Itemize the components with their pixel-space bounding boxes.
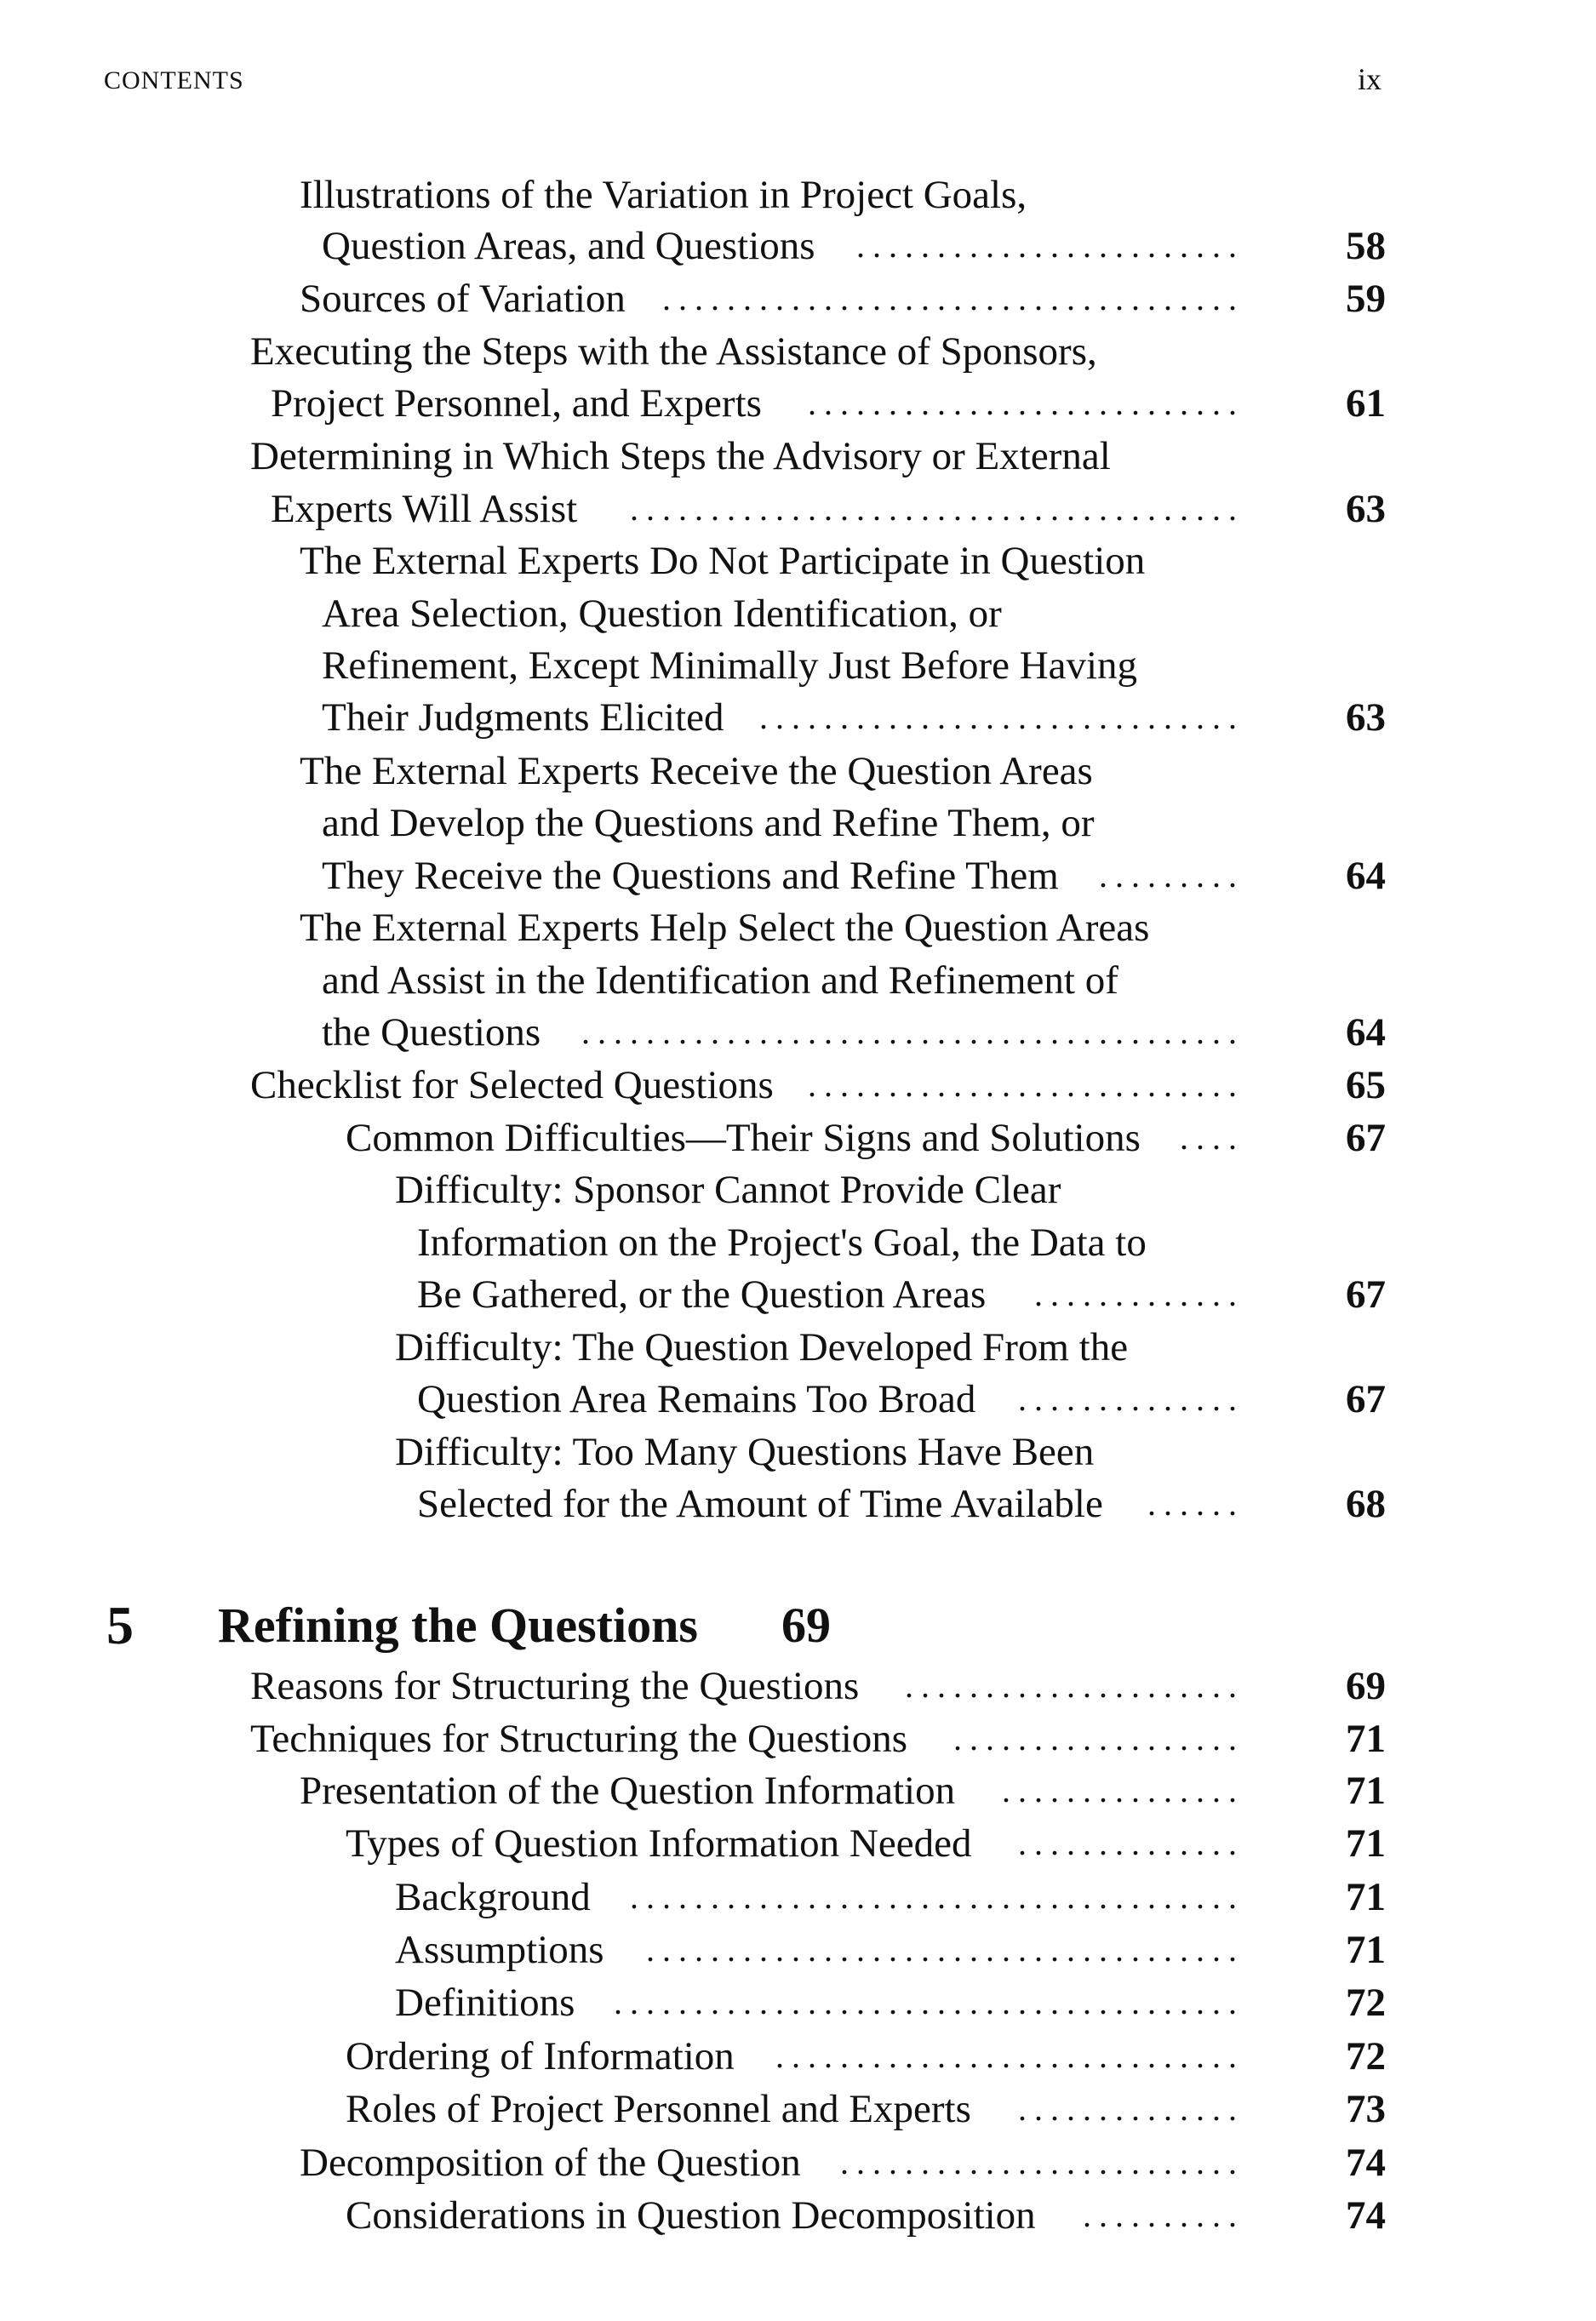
toc-entry[interactable] <box>0 901 1596 954</box>
toc-entry-title: Ordering of Information <box>346 2034 735 2078</box>
dot-leader: .......... <box>1083 2196 1244 2234</box>
toc-entry[interactable] <box>0 1871 1596 1924</box>
toc-entry[interactable] <box>0 2083 1596 2135</box>
toc-entry-page: 58 <box>1346 224 1386 268</box>
dot-leader: .............. <box>1018 1380 1244 1418</box>
toc-entry[interactable] <box>0 377 1596 430</box>
toc-entry-title: The External Experts Receive the Question Areas <box>300 749 1093 793</box>
dot-leader: ...................................... <box>630 489 1244 528</box>
toc-entry-title: Presentation of the Question Information <box>300 1769 956 1813</box>
toc-entry-title: The External Experts Do Not Participate in Question <box>300 539 1146 583</box>
chapter-heading[interactable] <box>0 1592 1596 1660</box>
toc-entry-page: 73 <box>1346 2087 1386 2131</box>
chapter-page: 69 <box>781 1598 831 1653</box>
toc-entry-page: 65 <box>1346 1063 1386 1107</box>
toc-entry-page: 61 <box>1346 381 1386 426</box>
toc-entry-title: Difficulty: Too Many Questions Have Been <box>395 1430 1095 1474</box>
toc-entry-title: Area Selection, Question Identification, or <box>322 592 1002 636</box>
toc-entry-page: 71 <box>1346 1717 1386 1761</box>
toc-entry-page: 59 <box>1346 277 1386 321</box>
chapter-title: Refining the Questions <box>218 1598 698 1653</box>
toc-entry-page: 72 <box>1346 1981 1386 2025</box>
toc-entry-page: 69 <box>1346 1664 1386 1708</box>
toc-entry-page: 74 <box>1346 2141 1386 2185</box>
toc-entry[interactable] <box>0 2189 1596 2242</box>
toc-entry-title: Information on the Project's Goal, the Data to <box>417 1221 1147 1265</box>
running-head: CONTENTS <box>104 66 244 94</box>
toc-entry[interactable] <box>0 1321 1596 1374</box>
toc-entry[interactable] <box>0 220 1596 272</box>
toc-entry[interactable] <box>0 1764 1596 1817</box>
toc-entry-title: Question Areas, and Questions <box>322 224 815 268</box>
toc-entry-title: Difficulty: The Question Developed From the <box>395 1325 1129 1369</box>
toc-entry[interactable] <box>0 169 1596 221</box>
dot-leader: ..................... <box>905 1666 1244 1705</box>
toc-entry[interactable] <box>0 1976 1596 2029</box>
toc-entry[interactable] <box>0 849 1596 902</box>
toc-entry-title: Experts Will Assist <box>271 487 578 531</box>
toc-entry[interactable] <box>0 1660 1596 1712</box>
toc-entry[interactable] <box>0 745 1596 797</box>
toc-entry-title: Roles of Project Personnel and Experts <box>346 2087 971 2131</box>
toc-entry[interactable] <box>0 639 1596 692</box>
toc-entry-page: 64 <box>1346 1010 1386 1055</box>
dot-leader: ........................ <box>856 226 1244 265</box>
toc-entry-page: 71 <box>1346 1821 1386 1866</box>
toc-entry[interactable] <box>0 272 1596 325</box>
toc-entry[interactable] <box>0 325 1596 378</box>
toc-entry-page: 67 <box>1346 1377 1386 1421</box>
toc-entry-title: Difficulty: Sponsor Cannot Provide Clear <box>395 1168 1061 1212</box>
toc-entry-page: 63 <box>1346 487 1386 531</box>
toc-entry-title: Techniques for Structuring the Questions <box>250 1717 908 1761</box>
dot-leader: ...................................... <box>630 1878 1244 1916</box>
dot-leader: ...... <box>1147 1484 1244 1523</box>
toc-entry[interactable] <box>0 1712 1596 1765</box>
toc-entry-page: 74 <box>1346 2193 1386 2238</box>
toc-entry[interactable] <box>0 1268 1596 1321</box>
toc-entry[interactable] <box>0 954 1596 1007</box>
toc-entry-title: Refinement, Except Minimally Just Before Having <box>322 643 1138 688</box>
toc-entry[interactable] <box>0 691 1596 744</box>
toc-entry-title: Considerations in Question Decomposition <box>346 2193 1036 2238</box>
toc-entry-title: Definitions <box>395 1981 575 2025</box>
toc-entry-title: The External Experts Help Select the Question Areas <box>300 906 1150 950</box>
dot-leader: ............... <box>1002 1771 1244 1809</box>
toc-entry-page: 68 <box>1346 1482 1386 1526</box>
toc-entry-title: the Questions <box>322 1010 541 1055</box>
toc-entry[interactable] <box>0 1373 1596 1426</box>
toc-entry[interactable] <box>0 797 1596 849</box>
toc-entry-title: Determining in Which Steps the Advisory or External <box>250 434 1111 478</box>
toc-entry-title: Question Area Remains Too Broad <box>417 1377 976 1421</box>
dot-leader: ........................... <box>808 1066 1244 1104</box>
toc-entry-page: 67 <box>1346 1116 1386 1160</box>
toc-entry[interactable] <box>0 1163 1596 1216</box>
dot-leader: ..................................... <box>646 1930 1244 1969</box>
toc-entry-page: 63 <box>1346 695 1386 740</box>
toc-entry[interactable] <box>0 1817 1596 1870</box>
dot-leader: ........................... <box>808 384 1244 422</box>
toc-entry[interactable] <box>0 430 1596 483</box>
toc-entry-title: Reasons for Structuring the Questions <box>250 1664 860 1708</box>
toc-entry[interactable] <box>0 1216 1596 1269</box>
toc-entry[interactable] <box>0 1059 1596 1112</box>
toc-entry-title: Decomposition of the Question <box>300 2141 801 2185</box>
toc-entry-page: 67 <box>1346 1272 1386 1317</box>
toc-entry-title: Common Difficulties—Their Signs and Solutions <box>346 1116 1141 1160</box>
toc-entry-page: 71 <box>1346 1769 1386 1813</box>
toc-entry[interactable] <box>0 1924 1596 1976</box>
toc-entry-title: Their Judgments Elicited <box>322 695 724 740</box>
toc-entry-title: Executing the Steps with the Assistance of Sponsors, <box>250 329 1097 374</box>
toc-entry-title: Illustrations of the Variation in Project Goals, <box>300 173 1027 217</box>
toc-entry[interactable] <box>0 1006 1596 1059</box>
toc-entry-title: Types of Question Information Needed <box>346 1821 972 1866</box>
dot-leader: .................................... <box>662 279 1244 317</box>
toc-entry-page: 72 <box>1346 2034 1386 2078</box>
toc-entry-title: and Develop the Questions and Refine Them, or <box>322 801 1095 845</box>
toc-entry-page: 71 <box>1346 1928 1386 1972</box>
toc-entry-title: Checklist for Selected Questions <box>250 1063 774 1107</box>
toc-entry[interactable] <box>0 1478 1596 1530</box>
dot-leader: .................. <box>953 1719 1244 1758</box>
toc-entry-title: Sources of Variation <box>300 277 626 321</box>
dot-leader: ....................................... <box>614 1983 1244 2021</box>
toc-entry-title: Selected for the Amount of Time Available <box>417 1482 1103 1526</box>
toc-entry-title: Be Gathered, or the Question Areas <box>417 1272 987 1317</box>
dot-leader: .............. <box>1018 2089 1244 2128</box>
dot-leader: ............. <box>1034 1275 1244 1313</box>
toc-entry-page: 64 <box>1346 854 1386 898</box>
page-number: ix <box>1358 62 1382 96</box>
toc-entry[interactable] <box>0 1112 1596 1164</box>
toc-entry[interactable] <box>0 1426 1596 1478</box>
toc-entry[interactable] <box>0 535 1596 587</box>
dot-leader: ......... <box>1099 856 1244 895</box>
toc-entry[interactable] <box>0 587 1596 640</box>
dot-leader: ......................................... <box>581 1013 1244 1051</box>
toc-entry-page: 71 <box>1346 1875 1386 1919</box>
toc-entry[interactable] <box>0 2136 1596 2189</box>
toc-entry-title: They Receive the Questions and Refine Them <box>322 854 1059 898</box>
toc-entry[interactable] <box>0 2030 1596 2083</box>
dot-leader: .............................. <box>759 698 1244 736</box>
toc-entry-title: Background <box>395 1875 591 1919</box>
dot-leader: .... <box>1180 1118 1244 1157</box>
dot-leader: ............................. <box>775 2037 1244 2075</box>
dot-leader: ......................... <box>840 2143 1244 2181</box>
toc-entry[interactable] <box>0 483 1596 535</box>
dot-leader: .............. <box>1018 1824 1244 1862</box>
toc-entry-title: Assumptions <box>395 1928 604 1972</box>
toc-entry-title: Project Personnel, and Experts <box>271 381 762 426</box>
toc-entry-title: and Assist in the Identification and Refinement of <box>322 958 1118 1003</box>
chapter-number: 5 <box>106 1595 134 1655</box>
